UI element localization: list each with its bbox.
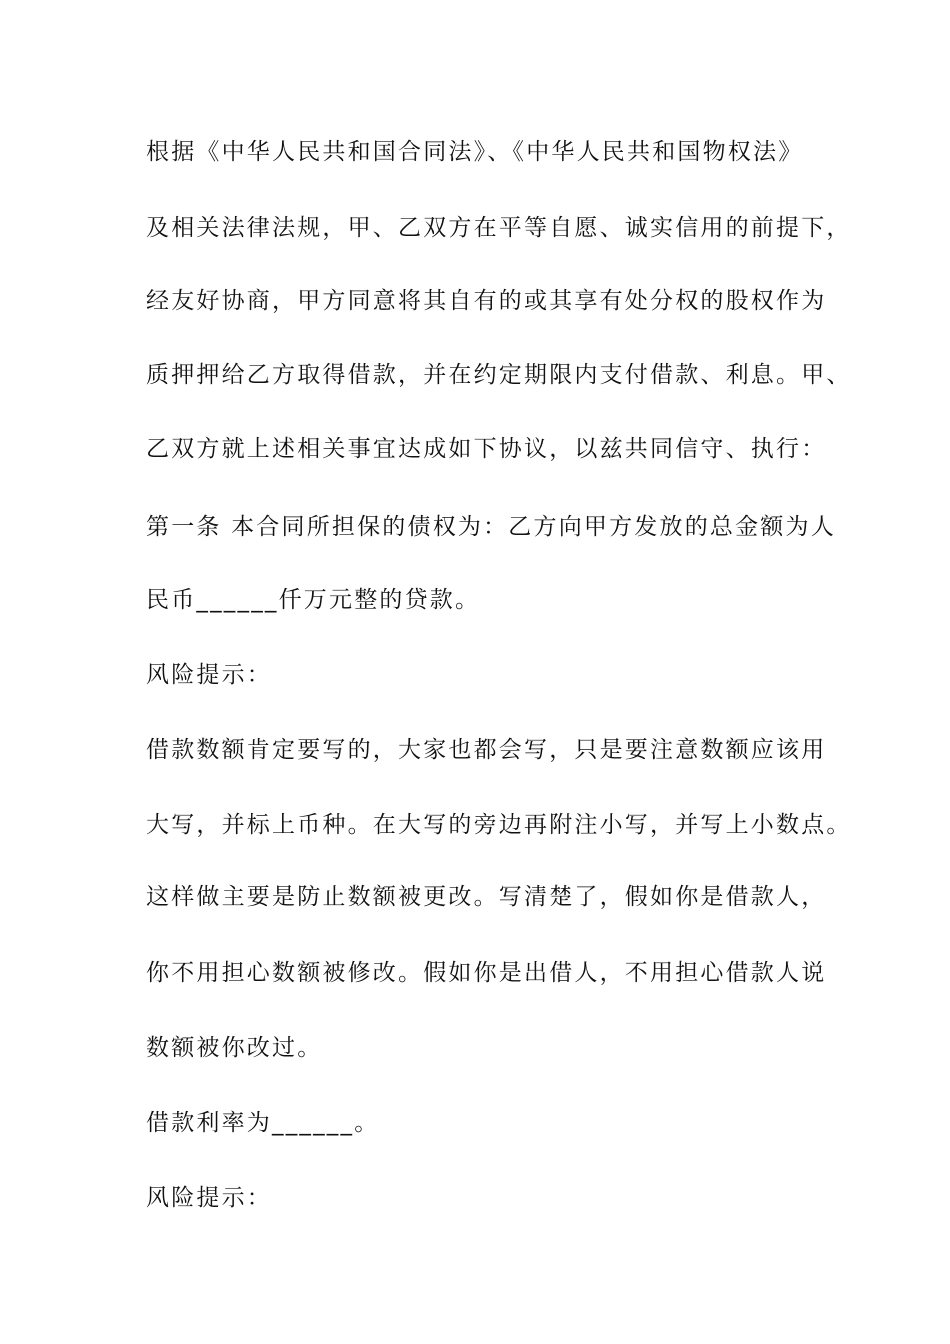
risk-tip-line-1: 借款数额肯定要写的，大家也都会写，只是要注意数额应该用 bbox=[146, 737, 827, 763]
article-one-line-1: 第一条 本合同所担保的债权为：乙方向甲方发放的总金额为人 bbox=[146, 514, 836, 540]
risk-tip-line-2: 大写，并标上币种。在大写的旁边再附注小写，并写上小数点。 bbox=[146, 812, 852, 838]
paragraph-line-2: 及相关法律法规，甲、乙双方在平等自愿、诚实信用的前提下， bbox=[146, 215, 852, 241]
paragraph-line-5: 乙双方就上述相关事宜达成如下协议，以兹共同信守、执行： bbox=[146, 436, 827, 462]
article-one-line-2: 民币______仟万元整的贷款。 bbox=[146, 587, 481, 613]
risk-tip-line-3: 这样做主要是防止数额被更改。写清楚了，假如你是借款人， bbox=[146, 884, 827, 910]
risk-tip-line-4: 你不用担心数额被修改。假如你是出借人，不用担心借款人说 bbox=[146, 960, 827, 986]
risk-tip-line-5: 数额被你改过。 bbox=[146, 1035, 323, 1061]
risk-tip-heading-1: 风险提示： bbox=[146, 662, 272, 688]
risk-tip-heading-2: 风险提示： bbox=[146, 1185, 272, 1211]
paragraph-line-4: 质押押给乙方取得借款，并在约定期限内支付借款、利息。甲、 bbox=[146, 362, 852, 388]
interest-rate-line: 借款利率为______。 bbox=[146, 1110, 380, 1136]
paragraph-line-1: 根据《中华人民共和国合同法》、《中华人民共和国物权法》 bbox=[146, 139, 804, 165]
paragraph-line-3: 经友好协商，甲方同意将其自有的或其享有处分权的股权作为 bbox=[146, 288, 827, 314]
